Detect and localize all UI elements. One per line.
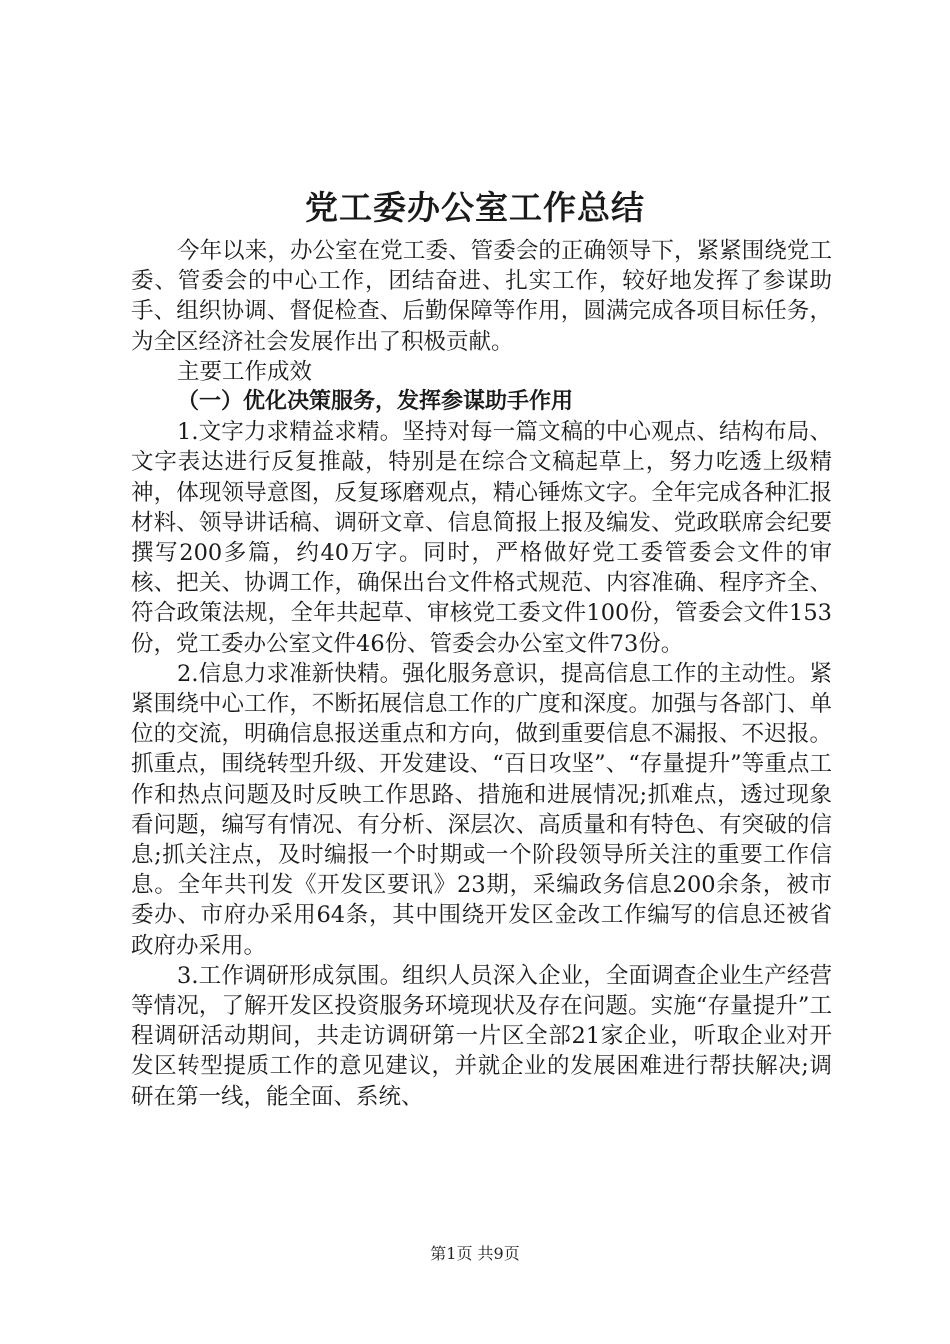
- intro-paragraph: 今年以来，办公室在党工委、管委会的正确领导下，紧紧围绕党工委、管委会的中心工作，团结奋进、扎实工作，较好地发挥了参谋助手、组织协调、督促检查、后勤保障等作用，圆满完成各项目标任务，为全区经济社会发展作出了积极贡献。: [131, 238, 832, 355]
- page-footer: 第1页 共9页: [430, 1244, 520, 1263]
- paragraph-3: 3.工作调研形成氛围。组织人员深入企业，全面调查企业生产经营等情况，了解开发区投资服务环境现状及存在问题。实施“存量提升”工程调研活动期间，共走访调研第一片区全部21家企业，听取企业对开发区转型提质工作的意见建议，并就企业的发展困难进行帮扶解决;调研在第一线，能全面、系统、: [131, 962, 832, 1110]
- document-title: 党工委办公室工作总结: [305, 188, 645, 227]
- section-label: 主要工作成效: [177, 358, 313, 385]
- paragraph-2: 2.信息力求准新快精。强化服务意识，提高信息工作的主动性。紧紧围绕中心工作，不断拓展信息工作的广度和深度。加强与各部门、单位的交流，明确信息报送重点和方向，做到重要信息不漏报、不迟报。抓重点，围绕转型升级、开发建设、“百日攻坚”、“存量提升”等重点工作和热点问题及时反映工作思路、措施和进展情况;抓难点，透过现象看问题，编写有情况、有分析、深层次、高质量和有特色、有突破的信息;抓关注点，及时编报一个时期或一个阶段领导所关注的重要工作信息。全年共刊发《开发区要讯》23期，采编政务信息200余条，被市委办、市府办采用64条，其中围绕开发区金改工作编写的信息还被省政府办采用。: [131, 660, 832, 959]
- paragraph-1: 1.文字力求精益求精。坚持对每一篇文稿的中心观点、结构布局、文字表达进行反复推敲，特别是在综合文稿起草上，努力吃透上级精神，体现领导意图，反复琢磨观点，精心锤炼文字。全年完成各种汇报材料、领导讲话稿、调研文章、信息简报上报及编发、党政联席会纪要撰写200多篇，约40万字。同时，严格做好党工委管委会文件的审核、把关、协调工作，确保出台文件格式规范、内容准确、程序齐全、符合政策法规，全年共起草、审核党工委文件100份，管委会文件153份，党工委办公室文件46份、管委会办公室文件73份。: [131, 419, 832, 657]
- document-body: [131, 236, 832, 1112]
- section-heading: （一）优化决策服务，发挥参谋助手作用: [177, 389, 574, 415]
